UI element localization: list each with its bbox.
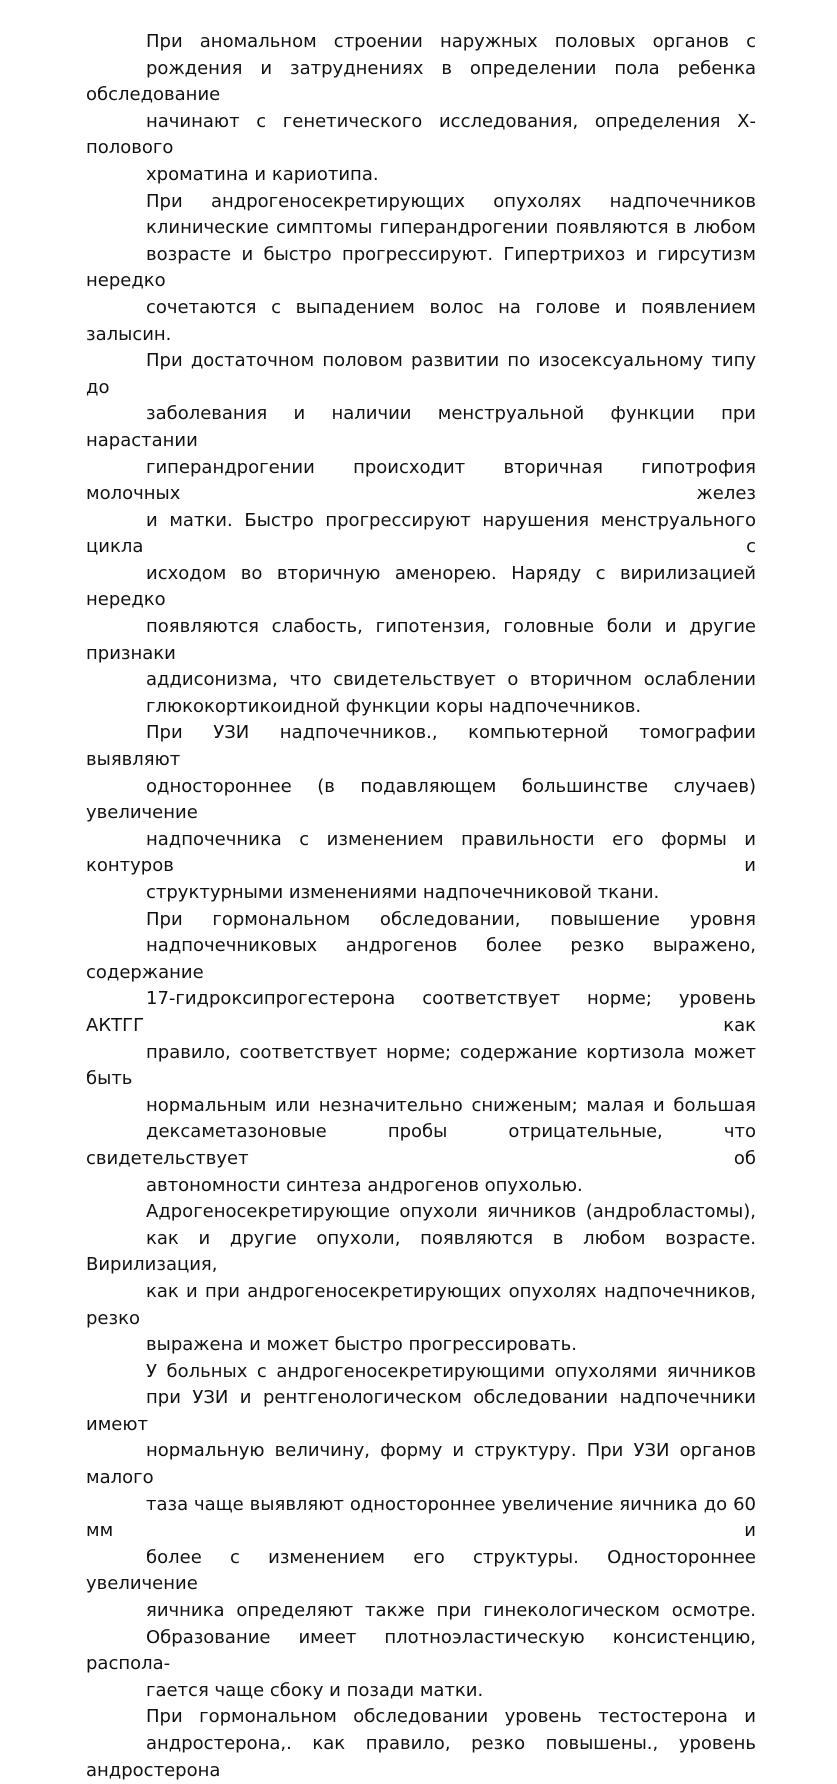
paragraph-line: дексаметазоновые пробы отрицательные, что свидетельствует об: [86, 1121, 756, 1169]
paragraph-7: [86, 1704, 756, 1784]
paragraph-line: При аномальном строении наружных половых органов с: [146, 31, 756, 52]
paragraph-line: выражена и может быстро прогрессировать.: [146, 1334, 577, 1356]
paragraph-line: При УЗИ надпочечников., компьютерной томографии выявляют: [86, 722, 756, 771]
paragraph-line: нормальную величину, форму и структуру. При УЗИ органов малого: [86, 1440, 756, 1489]
paragraph-line: рождения и затруднениях в определении пола ребенка обследование: [86, 57, 756, 106]
paragraph-3: [86, 720, 756, 906]
paragraph-line: надпочечника с изменением правильности его формы и контуров и: [86, 828, 756, 877]
paragraph-line: возрасте и быстро прогрессируют. Гипертрихоз и гирсутизм нередко: [86, 243, 756, 292]
paragraph-line: аддисонизма, что свидетельствует о вторичном ослаблении: [146, 669, 756, 691]
paragraph-line: У больных с андрогеносекретирующими опухолями яичников: [146, 1360, 756, 1382]
paragraph-5: [86, 1199, 756, 1359]
paragraph-line: клинические симптомы гиперандрогении появляются в любом: [146, 217, 756, 239]
paragraph-line: и матки. Быстро прогрессируют нарушения менструального цикла с: [86, 509, 756, 558]
paragraph-line: появляются слабость, гипотензия, головные боли и другие признаки: [86, 616, 756, 664]
paragraph-line: Образование имеет плотноэластическую консистенцию, распола-: [86, 1626, 756, 1675]
paragraph-line: гается чаще сбоку и позади матки.: [146, 1679, 484, 1701]
paragraph-line: При андрогеносекретирующих опухолях надпочечников: [146, 190, 756, 212]
paragraph-line: начинают с генетического исследования, определения Х-полового: [86, 110, 756, 159]
document-page: [86, 29, 756, 1784]
paragraph-line: нормальным или незначительно сниженым; малая и большая: [146, 1094, 756, 1116]
paragraph-line: таза чаще выявляют одностороннее увеличение яичника до 60 мм и: [86, 1493, 756, 1542]
paragraph-line: при УЗИ и рентгенологическом обследовании надпочечники имеют: [86, 1387, 756, 1435]
paragraph-1: [86, 29, 756, 189]
paragraph-line: заболевания и наличии менструальной функции при нарастании: [86, 403, 756, 451]
paragraph-line: одностороннее (в подавляющем большинстве случаев) увеличение: [86, 775, 756, 824]
paragraph-line: исходом во вторичную аменорею. Наряду с вирилизацией нередко: [86, 562, 756, 611]
paragraph-line: При гормональном обследовании уровень тестостерона и: [146, 1706, 756, 1728]
paragraph-line: как и при андрогеносекретирующих опухолях надпочечников, резко: [86, 1280, 756, 1329]
paragraph-6: [86, 1359, 756, 1705]
paragraph-line: андростерона,. как правило, резко повышены., уровень андростерона: [86, 1733, 756, 1781]
paragraph-line: надпочечниковых андрогенов более резко выражено, содержание: [86, 935, 756, 983]
paragraph-line: сочетаются с выпадением волос на голове и появлением залысин.: [86, 296, 756, 345]
paragraph-line: автономности синтеза андрогенов опухолью.: [146, 1174, 583, 1196]
paragraph-line: структурными изменениями надпочечниковой ткани.: [146, 882, 660, 903]
paragraph-2: [86, 189, 756, 721]
paragraph-line: более с изменением его структуры. Одностороннее увеличение: [86, 1546, 756, 1595]
paragraph-line: 17-гидроксипрогестерона соответствует норме; уровень АКТГГ как: [86, 988, 756, 1036]
paragraph-line: хроматина и кариотипа.: [146, 163, 379, 185]
paragraph-4: [86, 907, 756, 1200]
paragraph-line: При достаточном половом развитии по изосексуальному типу до: [86, 350, 756, 398]
paragraph-line: глюкокортикоидной функции коры надпочечников.: [146, 695, 642, 717]
paragraph-line: правило, соответствует норме; содержание кортизола может быть: [86, 1041, 756, 1090]
paragraph-line: Адрогеносекретирующие опухоли яичников (андробластомы),: [146, 1201, 756, 1223]
paragraph-line: гиперандрогении происходит вторичная гипотрофия молочных желез: [86, 456, 756, 505]
paragraph-line: как и другие опухоли, появляются в любом возрасте. Вирилизация,: [86, 1227, 756, 1276]
paragraph-line: При гормональном обследовании, повышение уровня: [146, 908, 756, 930]
paragraph-line: яичника определяют также при гинекологическом осмотре.: [146, 1600, 756, 1622]
